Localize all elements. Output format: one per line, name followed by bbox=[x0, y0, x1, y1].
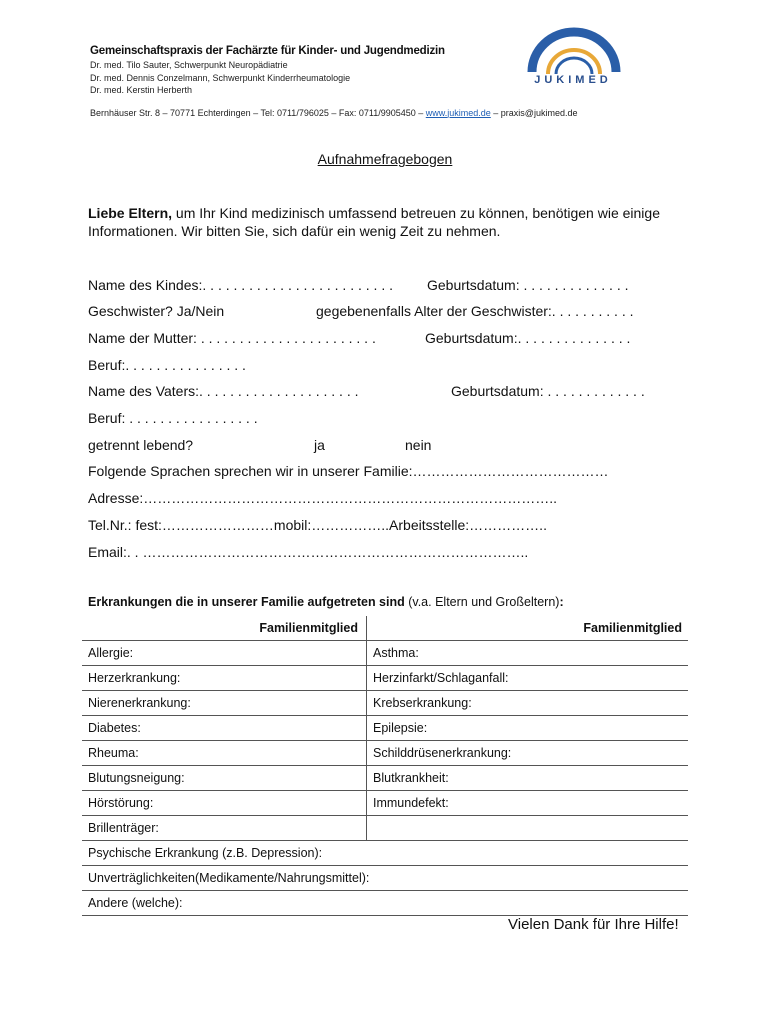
disease-cell[interactable]: Brillenträger: bbox=[82, 816, 367, 841]
disease-cell[interactable]: Diabetes: bbox=[82, 716, 367, 741]
disease-cell[interactable]: Immundefekt: bbox=[367, 791, 689, 816]
table-row bbox=[82, 891, 688, 916]
logo-outer-arc bbox=[532, 32, 616, 72]
contact-line bbox=[90, 107, 577, 119]
table-row bbox=[82, 841, 688, 866]
disease-cell[interactable]: Unverträglichkeiten(Medikamente/Nahrungsmittel): bbox=[82, 866, 688, 891]
table-row bbox=[82, 716, 688, 741]
disease-cell[interactable]: Asthma: bbox=[367, 641, 689, 666]
languages-field[interactable]: Folgende Sprachen sprechen wir in unserer Familie:…………………………………… bbox=[88, 463, 609, 479]
disease-cell[interactable]: Blutkrankheit: bbox=[367, 766, 689, 791]
doctor-line: Dr. med. Tilo Sauter, Schwerpunkt Neuropädiatrie bbox=[90, 60, 288, 70]
separated-yes-option[interactable]: ja bbox=[314, 437, 325, 453]
intro-body: um Ihr Kind medizinisch umfassend betreuen zu können, benötigen wie einige Informationen. Wir bitten Sie, sich dafür ein wenig Zeit zu nehmen. bbox=[88, 205, 660, 239]
separated-label: getrennt lebend? bbox=[88, 437, 194, 453]
diseases-heading-bold: Erkrankungen die in unserer Familie aufgetreten sind bbox=[88, 595, 405, 609]
siblings-field[interactable]: Geschwister? Ja/Nein bbox=[88, 303, 225, 319]
table-row bbox=[82, 791, 688, 816]
logo-middle-arc bbox=[556, 58, 592, 74]
disease-cell[interactable]: Schilddrüsenerkrankung: bbox=[367, 741, 689, 766]
disease-cell[interactable]: Hörstörung: bbox=[82, 791, 367, 816]
column-header-right: Familienmitglied bbox=[583, 621, 682, 635]
table-row bbox=[82, 741, 688, 766]
table-row bbox=[82, 666, 688, 691]
contact-address: Bernhäuser Str. 8 – 70771 Echterdingen – Tel: 0711/796025 – Fax: 0711/9905450 – bbox=[90, 107, 426, 118]
doctor-line: Dr. med. Dennis Conzelmann, Schwerpunkt Kinderrheumatologie bbox=[90, 72, 351, 83]
disease-cell[interactable]: Rheuma: bbox=[82, 741, 367, 766]
doctor-line: Dr. med. Kerstin Herberth bbox=[90, 85, 193, 95]
table-header-row bbox=[82, 616, 688, 641]
form-title: Aufnahmefragebogen bbox=[317, 151, 453, 167]
disease-cell[interactable]: Herzinfarkt/Schlaganfall: bbox=[367, 666, 689, 691]
disease-cell[interactable]: Herzerkrankung: bbox=[82, 666, 367, 691]
thanks-note: Vielen Dank für Ihre Hilfe! bbox=[508, 916, 679, 933]
mother-name-field[interactable]: Name der Mutter: . . . . . . . . . . . . . . . . . . . . . . . bbox=[88, 330, 376, 346]
diseases-heading bbox=[88, 595, 564, 609]
father-birthdate-field[interactable]: Geburtsdatum: . . . . . . . . . . . . . bbox=[451, 383, 645, 399]
child-birthdate-field[interactable]: Geburtsdatum: . . . . . . . . . . . . . . bbox=[427, 277, 629, 293]
diseases-table bbox=[82, 616, 688, 916]
intro-greeting: Liebe Eltern, bbox=[88, 205, 173, 221]
disease-cell[interactable]: Psychische Erkrankung (z.B. Depression): bbox=[82, 841, 688, 866]
diseases-heading-note: (v.a. Eltern und Großeltern) bbox=[404, 595, 560, 609]
logo-wordmark: JUKIMED bbox=[534, 74, 612, 86]
separated-no-option[interactable]: nein bbox=[405, 437, 432, 453]
email-field[interactable]: Email:. . ……………………………………………………………………….. bbox=[88, 544, 529, 560]
child-name-field[interactable]: Name des Kindes:. . . . . . . . . . . . . . . . . . . . . . . . . bbox=[88, 277, 393, 293]
disease-cell[interactable]: Allergie: bbox=[82, 641, 367, 666]
disease-cell[interactable]: Epilepsie: bbox=[367, 716, 689, 741]
practice-name: Gemeinschaftspraxis der Fachärzte für Kinder- und Jugendmedizin bbox=[90, 45, 445, 57]
table-row bbox=[82, 766, 688, 791]
phone-field[interactable]: Tel.Nr.: fest:……………………mobil:……………..Arbeitsstelle:…………….. bbox=[88, 517, 547, 533]
column-header-left: Familienmitglied bbox=[82, 616, 367, 641]
disease-cell[interactable]: Krebserkrankung: bbox=[367, 691, 689, 716]
disease-cell[interactable]: Nierenerkrankung: bbox=[82, 691, 367, 716]
disease-cell[interactable] bbox=[367, 816, 689, 841]
father-name-field[interactable]: Name des Vaters:. . . . . . . . . . . . . . . . . . . . . bbox=[88, 383, 359, 399]
practice-header bbox=[90, 44, 577, 119]
contact-email: – praxis@jukimed.de bbox=[490, 107, 578, 118]
mother-birthdate-field[interactable]: Geburtsdatum:. . . . . . . . . . . . . . . bbox=[425, 330, 631, 346]
table-row bbox=[82, 866, 688, 891]
mother-job-field[interactable]: Beruf:. . . . . . . . . . . . . . . . bbox=[88, 357, 246, 373]
father-job-field[interactable]: Beruf: . . . . . . . . . . . . . . . . . bbox=[88, 410, 258, 426]
table-row bbox=[82, 691, 688, 716]
siblings-age-field[interactable]: gegebenenfalls Alter der Geschwister:. . . . . . . . . . . bbox=[316, 303, 634, 319]
intro-text bbox=[88, 204, 688, 240]
disease-cell[interactable]: Andere (welche): bbox=[82, 891, 688, 916]
table-row bbox=[82, 816, 688, 841]
disease-cell[interactable]: Blutungsneigung: bbox=[82, 766, 367, 791]
table-row bbox=[82, 641, 688, 666]
address-field[interactable]: Adresse:…………………………………………………………………………….. bbox=[88, 490, 558, 506]
diseases-heading-colon: : bbox=[559, 595, 564, 609]
website-link[interactable]: www.jukimed.de bbox=[425, 107, 491, 118]
